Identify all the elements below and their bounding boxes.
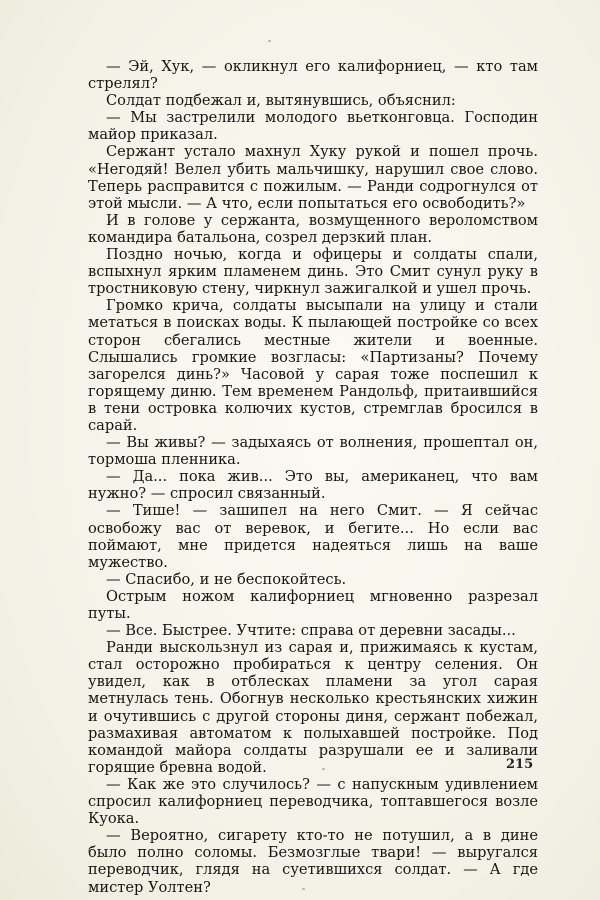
paragraph: — Вероятно, сигарету кто-то не потушил, а в дине было полно соломы. Безмозглые твари! — выругался переводчик, глядя на суетившихся солдат. — А где мистер Уолтен? xyxy=(88,827,538,896)
page-number: 215 xyxy=(506,757,534,772)
paragraph: — Как же это случилось? — с напускным удивлением спросил калифорниец переводчика, топтавшегося возле Куока. xyxy=(88,775,538,828)
page-text xyxy=(88,58,538,896)
paragraph: Сержант устало махнул Хуку рукой и пошел прочь. «Негодяй! Велел убить мальчишку, нарушил свое слово. Теперь расправится с пожилым. — Ранди содрогнулся от этой мысли. — А что, если попытаться его освободить?» xyxy=(88,143,538,212)
paragraph: Солдат подбежал и, вытянувшись, объяснил: xyxy=(106,92,456,110)
paragraph: — Вы живы? — задыхаясь от волнения, прошептал он, тормоша пленника. xyxy=(88,434,538,469)
paragraph: — Мы застрелили молодого вьетконговца. Господин майор приказал. xyxy=(88,109,538,144)
paragraph: — Да... пока жив... Это вы, американец, что вам нужно? — спросил связанный. xyxy=(88,468,538,503)
paragraph: Поздно ночью, когда и офицеры и солдаты спали, вспыхнул ярким пламенем динь. Это Смит сунул руку в тростниковую стену, чиркнул зажигалкой и ушел прочь. xyxy=(88,246,538,298)
paragraph: — Тише! — зашипел на него Смит. — Я сейчас освобожу вас от веревок, и бегите... Но если вас поймают, мне придется надеяться лишь на ваше мужество. xyxy=(88,502,538,571)
paragraph: — Все. Быстрее. Учтите: справа от деревни засады... xyxy=(106,622,516,640)
paragraph: И в голове у сержанта, возмущенного вероломством командира батальона, созрел дерзкий план. xyxy=(88,211,538,246)
paragraph: — Спасибо, и не беспокойтесь. xyxy=(106,570,347,588)
paragraph: Громко крича, солдаты высыпали на улицу и стали метаться в поисках воды. К пылающей постройке со всех сторон сбегались местные жители и военные. Слышались громкие возгласы: «Партизаны? Почему загорелся динь?» Часовой у сарая тоже поспешил к горящему диню. Тем временем Рандольф, притаившийся в тени островка колючих кустов, стремглав бросился в сарай. xyxy=(88,297,538,434)
paragraph: Острым ножом калифорниец мгновенно разрезал путы. xyxy=(88,587,538,622)
paragraph: Ранди выскользнул из сарая и, прижимаясь к кустам, стал осторожно пробираться к центру селения. Он увидел, как в отблесках пламени за угол сарая метнулась тень. Обогнув несколько крестьянских хижин и очутившись с другой стороны диня, сержант побежал, размахивая автоматом к полыхавшей постройке. Под командой майора солдаты разрушали ее и заливали горящие бревна водой. xyxy=(88,639,538,776)
print-speck xyxy=(268,40,271,42)
paragraph: — Эй, Хук, — окликнул его калифорниец, — кто там стрелял? xyxy=(88,58,538,93)
